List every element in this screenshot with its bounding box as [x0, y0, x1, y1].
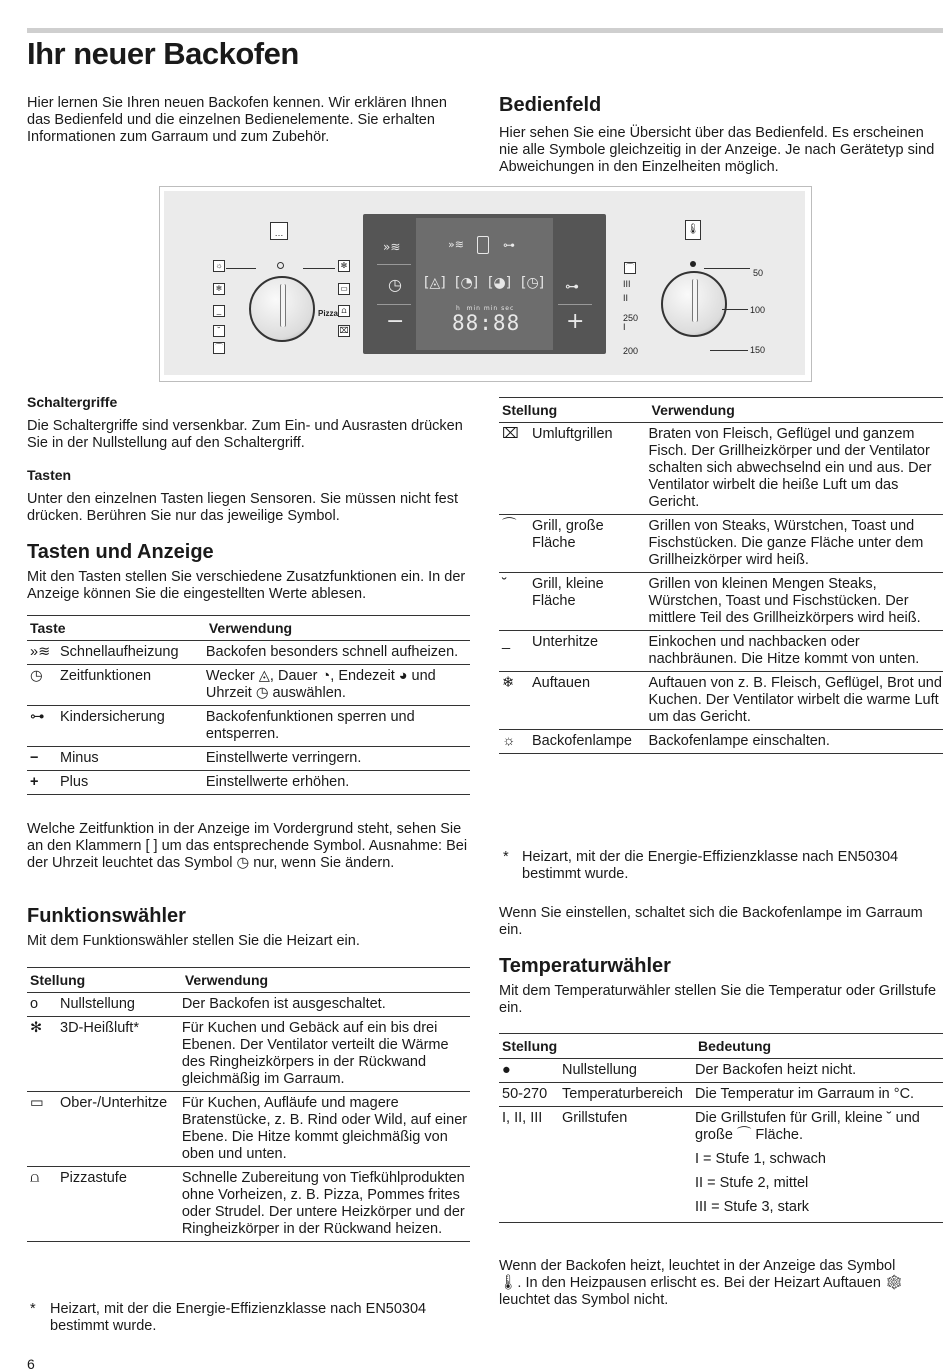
- top-bottom-heat-icon: ▭: [338, 283, 350, 295]
- child-lock-key-icon[interactable]: ⊶: [565, 279, 579, 295]
- table-row: ● Nullstellung Der Backofen heizt nicht.: [499, 1059, 943, 1083]
- null-position-icon: o: [27, 993, 60, 1017]
- table-row: o Nullstellung Der Backofen ist ausgeschaltet.: [27, 993, 470, 1017]
- bottom-heat-icon: _: [213, 305, 225, 317]
- tasten-text: Unter den einzelnen Tasten liegen Sensoren. Sie müssen nicht fest drücken. Berühren Sie nur das jeweilige Symbol.: [27, 491, 458, 524]
- col-header: Bedeutung: [695, 1034, 943, 1059]
- lamp-note: Wenn Sie einstellen, schaltet sich die Backofenlampe im Garraum ein.: [499, 905, 923, 938]
- plus-icon: +: [27, 771, 60, 795]
- schaltergriffe-text: Die Schaltergriffe sind versenkbar. Zum Ein- und Ausrasten drücken Sie in der Nullstellung auf den Schaltergriff.: [27, 418, 463, 451]
- footnote-text: Heizart, mit der die Energie-Effizienzklasse nach EN50304 bestimmt wurde.: [522, 849, 899, 882]
- heat-indicator-note: Wenn der Backofen heizt, leuchtet in der Anzeige das Symbol 🌡. In den Heizpausen erlischt es. Bei der Heizart Auftauen ❄ leuchtet das Symbol nicht.: [499, 1258, 904, 1308]
- table-row: − Minus Einstellwerte verringern.: [27, 747, 470, 771]
- bedienfeld-heading: Bedienfeld: [499, 94, 602, 116]
- grill-level-1: I = Stufe 1, schwach: [695, 1151, 826, 1167]
- tasten-anzeige-text: Mit den Tasten stellen Sie verschiedene Zusatzfunktionen ein. In der Anzeige können Sie die eingestellten Werte ablesen.: [27, 569, 466, 602]
- table-row: ⌧ Umluftgrillen Braten von Fleisch, Geflügel und ganzem Fisch. Der Grillheizkörper und der Ventilator schalten sich abwechselnd ein und aus. Der Ventilator wirbelt die heiße Luft um das Gericht.: [499, 423, 943, 515]
- large-grill-icon: ⌒: [499, 515, 532, 573]
- function-table-continued: [499, 397, 943, 754]
- grill-level-2: II = Stufe 2, mittel: [695, 1175, 809, 1191]
- display-rapid-heat-icon: »≋: [448, 238, 464, 251]
- temp-null-dot: [690, 261, 696, 267]
- rapid-heat-icon: »≋: [27, 641, 60, 665]
- bedienfeld-text: Hier sehen Sie eine Übersicht über das Bedienfeld. Es erscheinen nie alle Symbole gleichzeitig in der Anzeige. Je nach Gerätetyp sind Abweichungen in den Einzelheiten möglich.: [499, 125, 935, 175]
- col-header: Taste: [27, 616, 206, 641]
- table-row: ◷ Zeitfunktionen Wecker ◬, Dauer ◔, Endezeit ◕ und Uhrzeit ◷ auswählen.: [27, 665, 470, 706]
- page-number: 6: [27, 1356, 35, 1372]
- temp-label-100: 100: [750, 305, 766, 315]
- thermometer-icon: [477, 236, 489, 254]
- col-header: Stellung: [27, 968, 182, 993]
- temperature-table: [499, 1033, 943, 1223]
- hot-air-3d-icon: ✻: [27, 1017, 60, 1092]
- table-row: 50-270 Temperaturbereich Die Temperatur im Garraum in °C.: [499, 1083, 943, 1107]
- funktionswaehler-heading: Funktionswähler: [27, 905, 186, 927]
- grill-level-3: III = Stufe 3, stark: [695, 1199, 810, 1215]
- oven-lamp-icon: ☼: [499, 730, 532, 754]
- grill-label-2: II: [623, 293, 629, 303]
- oven-symbol-icon: …: [270, 222, 288, 240]
- temperaturwaehler-text: Mit dem Temperaturwähler stellen Sie die Temperatur oder Grillstufe ein.: [499, 983, 937, 1016]
- function-table: [27, 967, 470, 1242]
- display-lock-icon: ⊶: [503, 238, 515, 252]
- tasten-heading: Tasten: [27, 467, 72, 483]
- small-grill-icon: ˘: [499, 573, 532, 631]
- table-row: + Plus Einstellwerte erhöhen.: [27, 771, 470, 795]
- table-row: ☼ Backofenlampe Backofenlampe einschalten.: [499, 730, 943, 754]
- end-time-icon: [◕]: [488, 275, 512, 291]
- col-header: Verwendung: [182, 968, 470, 993]
- temp-label-200: 200: [623, 346, 639, 356]
- fan-grill-icon: ⌧: [499, 423, 532, 515]
- alarm-bell-icon: [◬]: [424, 275, 446, 291]
- temperature-selector-knob[interactable]: [661, 271, 727, 337]
- top-bottom-heat-icon: ▭: [27, 1092, 60, 1167]
- table-row: ❄ Auftauen Auftauen von z. B. Fleisch, Geflügel, Brot und Kuchen. Der Ventilator wirbelt die warme Luft um das Gericht.: [499, 672, 943, 730]
- minus-icon: −: [27, 747, 60, 771]
- funktionswaehler-text: Mit dem Funktionswähler stellen Sie die Heizart ein.: [27, 933, 360, 949]
- defrost-icon: ❄: [213, 283, 225, 295]
- clock-icon: ◷: [27, 665, 60, 706]
- table-row: ⌒ Grill, große Fläche Grillen von Steaks, Würstchen, Toast und Fischstücken. Die ganze Fläche unter dem Grillheizkörper wird heiß.: [499, 515, 943, 573]
- lamp-icon: ☼: [213, 260, 225, 272]
- table-row: _ Unterhitze Einkochen und nachbacken oder nachbräunen. Die Hitze kommt von unten.: [499, 631, 943, 672]
- temperaturwaehler-heading: Temperaturwähler: [499, 955, 671, 977]
- time-of-day-icon: [◷]: [521, 275, 545, 291]
- defrost-icon: ❄: [499, 672, 532, 730]
- temp-label-150: 150: [750, 345, 766, 355]
- footnote-mark: *: [503, 849, 509, 865]
- display-digits: 88:88: [452, 311, 521, 335]
- grill-label-3: III: [623, 279, 631, 289]
- table-row: ✻ 3D-Heißluft* Für Kuchen und Gebäck auf ein bis drei Ebenen. Der Ventilator verteilt die Wärme des Ringheizkörpers in der Rückwand gleichmäßig im Garraum.: [27, 1017, 470, 1092]
- hot-air-icon: ✻: [338, 260, 350, 272]
- pizza-label: Pizza: [318, 309, 339, 318]
- rapid-heat-key-icon[interactable]: »≋: [383, 240, 401, 254]
- clock-key-icon[interactable]: ◷: [388, 275, 402, 294]
- schaltergriffe-heading: Schaltergriffe: [27, 394, 118, 410]
- null-dot-icon: ●: [499, 1059, 562, 1083]
- key-lock-icon: ⊶: [27, 706, 60, 747]
- display-unit-labels: h min min sec: [456, 305, 515, 312]
- keys-table: [27, 615, 470, 795]
- intro-text: Hier lernen Sie Ihren neuen Backofen kennen. Wir erklären Ihnen das Bedienfeld und die einzelnen Bedienelemente. Sie erhalten Informationen zum Garraum und zum Zubehör.: [27, 95, 447, 145]
- top-rule: [27, 28, 943, 33]
- small-grill-icon: ˘: [213, 325, 225, 337]
- tasten-anzeige-heading: Tasten und Anzeige: [27, 541, 214, 563]
- fan-grill-icon: ⌧: [339, 326, 349, 335]
- bottom-heat-icon: _: [499, 631, 532, 672]
- duration-icon: [◔]: [455, 275, 479, 291]
- footnote-mark: *: [30, 1301, 36, 1317]
- large-grill-icon: ⌒: [215, 343, 223, 352]
- col-header: Stellung: [499, 398, 649, 423]
- footnote-text: Heizart, mit der die Energie-Effizienzklasse nach EN50304 bestimmt wurde.: [50, 1301, 427, 1334]
- table-row: ▭ Ober-/Unterhitze Für Kuchen, Aufläufe und magere Bratenstücke, z. B. Rind oder Wild, auf einer Ebene. Die Hitze kommt gleichmäßig von oben und unten.: [27, 1092, 470, 1167]
- col-header: Verwendung: [649, 398, 943, 423]
- col-header: Verwendung: [206, 616, 470, 641]
- grill-level-icon: ⌒: [626, 263, 634, 272]
- grill-label-1: I: [623, 322, 626, 332]
- zeitfunktion-note: Welche Zeitfunktion in der Anzeige im Vordergrund steht, sehen Sie an den Klammern [ ] um das entsprechende Symbol. Ausnahme: Bei der Uhrzeit leuchtet das Symbol ◷ nur, wenn Sie ändern.: [27, 821, 468, 871]
- col-header: Stellung: [499, 1034, 562, 1059]
- pizza-icon: ⩍: [27, 1167, 60, 1242]
- temp-label-50: 50: [753, 268, 764, 278]
- table-row: ⩍ Pizzastufe Schnelle Zubereitung von Tiefkühlprodukten ohne Vorheizen, z. B. Pizza, Pommes frites oder Strudel. Der untere Heizkörper und der Ringheizkörper in der Rückwand heizen.: [27, 1167, 470, 1242]
- pizza-setting-icon: ⩍: [338, 305, 350, 317]
- table-row: »≋ Schnellaufheizung Backofen besonders schnell aufheizen.: [27, 641, 470, 665]
- knob-null-mark: [277, 262, 284, 269]
- table-row: ˘ Grill, kleine Fläche Grillen von kleinen Mengen Steaks, Würstchen, Toast und Fischstücken. Der mittlere Teil des Grillheizkörpers wird heiß.: [499, 573, 943, 631]
- table-row: ⊶ Kindersicherung Backofenfunktionen sperren und entsperren.: [27, 706, 470, 747]
- table-row: I, II, III Grillstufen Die Grillstufen für Grill, kleine ˘ und große ⌒ Fläche. I = Stufe 1, schwach II = Stufe 2, mittel III = Stufe 3, stark: [499, 1107, 943, 1223]
- temp-label-250: 250: [623, 313, 639, 323]
- page-title: Ihr neuer Backofen: [27, 36, 299, 71]
- plus-key-icon[interactable]: +: [566, 309, 585, 334]
- minus-key-icon[interactable]: −: [386, 309, 405, 334]
- function-selector-knob[interactable]: [249, 276, 315, 342]
- heat-indicator-icon: 🌡: [685, 220, 701, 240]
